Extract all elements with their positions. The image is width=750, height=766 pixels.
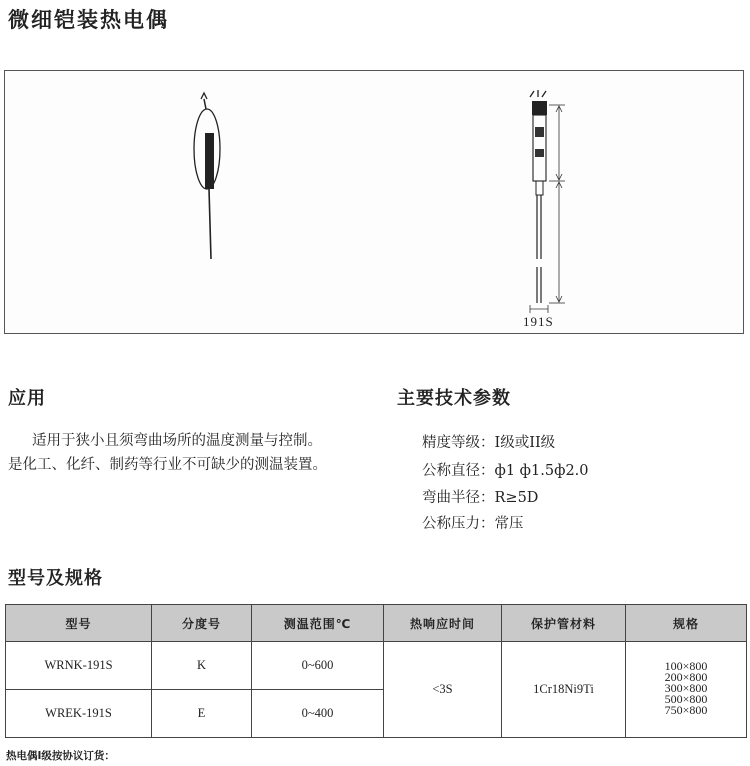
- col-header-size: 规格: [626, 605, 747, 642]
- spec-table: [5, 604, 747, 738]
- specs-heading: 型号及规格: [8, 568, 103, 589]
- application-line-2: 是化工、化纤、制药等行业不可缺少的测温装置。: [8, 457, 327, 473]
- param-pressure: 公称压力：常压: [422, 516, 524, 532]
- size-item: 750×800: [664, 703, 708, 717]
- table-row: [6, 642, 747, 690]
- tech-params-heading: 主要技术参数: [397, 388, 511, 409]
- model-label: 191S: [523, 314, 554, 329]
- application-line-1: 适用于狭小且须弯曲场所的温度测量与控制。: [32, 433, 322, 449]
- page-title: 微细铠装热电偶: [8, 8, 169, 32]
- size-item: 100×800: [664, 659, 708, 673]
- col-header-range: 测温范围℃: [252, 605, 384, 642]
- col-header-model: 型号: [6, 605, 152, 642]
- cell-range: 0~600: [252, 642, 384, 690]
- cell-graduation: E: [152, 690, 252, 738]
- size-item: 300×800: [664, 681, 708, 695]
- size-item: 500×800: [664, 692, 708, 706]
- rigid-thermocouple-drawing: [530, 90, 565, 313]
- product-figure: [4, 70, 744, 334]
- cell-model: WRNK-191S: [6, 642, 152, 690]
- col-header-material: 保护管材料: [502, 605, 626, 642]
- spec-table-header: [6, 605, 747, 642]
- thermocouple-drawings: [5, 71, 745, 335]
- cell-model: WREK-191S: [6, 690, 152, 738]
- size-item: 200×800: [664, 670, 708, 684]
- cell-response-time: <3S: [384, 642, 502, 738]
- cell-range: 0~400: [252, 690, 384, 738]
- footnote: 热电偶I级按协议订货：: [6, 750, 115, 762]
- flexible-thermocouple-illustration: [194, 93, 220, 259]
- param-bend-radius: 弯曲半径：R≥5D: [422, 490, 539, 506]
- col-header-graduation: 分度号: [152, 605, 252, 642]
- cell-material: 1Cr18Ni9Ti: [502, 642, 626, 738]
- col-header-response: 热响应时间: [384, 605, 502, 642]
- param-accuracy: 精度等级：I级或II级: [422, 435, 556, 451]
- cell-graduation: K: [152, 642, 252, 690]
- application-heading: 应用: [8, 388, 46, 409]
- param-diameter: 公称直径：ф1 ф1.5ф2.0: [422, 463, 589, 479]
- size-list: [665, 661, 708, 716]
- cell-sizes: [626, 642, 747, 738]
